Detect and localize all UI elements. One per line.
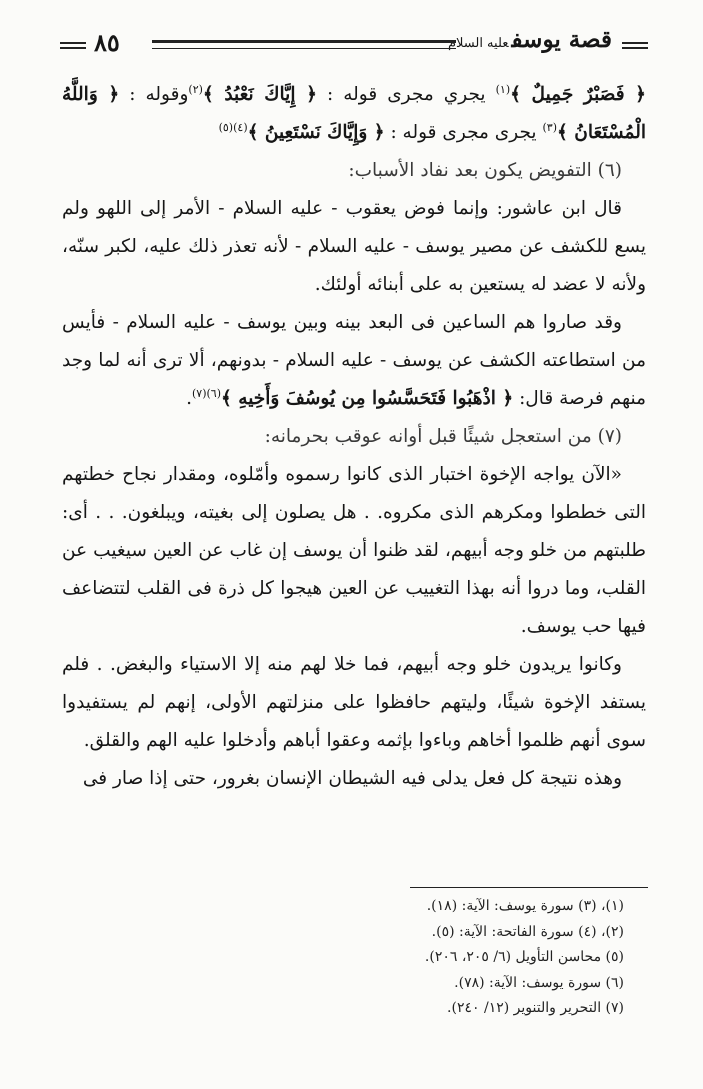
quran-quote: ﴿ وَإِيَّاكَ نَسْتَعِينُ ﴾ (247, 122, 385, 143)
footnote-item: (٢)، (٤) سورة الفاتحة: الآية: (٥). (431, 923, 624, 940)
paragraph-text: وقد صاروا هم الساعين فى البعد بينه وبين يوسف - عليه السلام - فأيس من استطاعته الكشف عن يوسف - عليه السلام - بدونهم، ألا ترى أنه لما وجد منهم فرصة قال: (62, 312, 646, 409)
footnote-ref: (٢) (188, 82, 203, 96)
header-rule (152, 40, 456, 49)
quran-quote: ﴿ اذْهَبُوا فَتَحَسَّسُوا مِن يُوسُفَ وَأَخِيهِ ﴾ (221, 388, 514, 409)
running-header (60, 26, 648, 70)
footnote-item: (٥) محاسن التأويل (٦/ ٢٠٥، ٢٠٦). (424, 949, 624, 965)
paragraph-5: وكانوا يريدون خلو وجه أبيهم، فما خلا لهم منه إلا الاستياء والبغض. . فلم يستفد الإخوة شيئًا، وليتهم حافظوا على منزلتهم الأولى، إنهم لم يستفيدوا سوى أنهم ظلموا أخاهم وباءوا بإثمه وعقوا أباهم وأدخلوا عليه الهم والقلق. (62, 654, 646, 751)
quran-quote: ﴿ فَصَبْرٌ جَمِيلٌ ﴾ (510, 84, 646, 105)
footnote-ref: (٣) (542, 120, 557, 134)
paragraph-2: قال ابن عاشور: وإنما فوض يعقوب - عليه السلام - الأمر إلى اللهو ولم يسع للكشف عن مصير يوسف - عليه السلام - لأنه تعذر ذلك عليه، لكبر سنّه، ولأنه لا عضد له يستعين به على أبنائه أولئك. (62, 198, 646, 295)
section-heading-6: (٦) التفويض يكون بعد نفاد الأسباب: (348, 160, 622, 181)
page-body (62, 76, 646, 798)
footnote-ref: (١) (495, 82, 511, 96)
footnote-divider (410, 887, 648, 888)
paragraph-3: وقد صاروا هم الساعين فى البعد بينه وبين يوسف - عليه السلام - فأيس من استطاعته الكشف عن يوسف - عليه السلام - بدونهم، ألا ترى أنه لما وجد منهم فرصة قال: ﴿ اذْهَبُوا فَتَحَسَّسُوا مِن يُوسُفَ وَأَخِيهِ ﴾$^{(٦)(٧)}$. (62, 312, 646, 409)
running-title-text: قصة يوسف (511, 26, 612, 53)
footnote-item: (١)، (٣) سورة يوسف: الآية: (١٨). (426, 898, 624, 914)
running-title (448, 26, 612, 53)
quran-quote: ﴿ وَاللَّهُ الْمُسْتَعَانُ ﴾ (62, 84, 646, 143)
paragraph-4: «الآن يواجه الإخوة اختبار الذى كانوا رسموه وأمّلوه، ومقدار نجاح خطتهم التى خططوا ومكرهم الذى مكروه. . هل يصلون إلى بغيته، ويبلغون. . . أى: طلبتهم من خلو وجه أبيهم، لقد ظنوا أن يوسف إن غاب عن العين سيغيب عن القلب، وما دروا أنه بهذا التغييب عن العين هيجوا كل ذرة فى القلب لتتضاعف فيها حب يوسف. (62, 464, 646, 637)
honorific-text: عليه السلام (447, 36, 509, 51)
paragraph-text: يجري مجرى قوله : (326, 84, 486, 105)
footnote-item: (٦) سورة يوسف: الآية: (٧٨). (454, 974, 624, 991)
paragraph-6: وهذه نتيجة كل فعل يدلى فيه الشيطان الإنسان بغرور، حتى إذا صار فى (82, 768, 622, 789)
footnote-item: (٧) التحرير والتنوير (١٢/ ٢٤٠). (447, 1000, 624, 1016)
header-ornament-left (60, 42, 86, 49)
footnote-ref: (٦)(٧) (191, 386, 221, 400)
paragraph-text: يجرى مجرى قوله : (390, 122, 537, 143)
footnotes (62, 894, 646, 1022)
footnote-ref: (٤)(٥) (218, 120, 248, 134)
paragraph-1 (62, 76, 646, 152)
section-heading-7: (٧) من استعجل شيئًا قبل أوانه عوقب بحرمانه: (264, 426, 622, 447)
quran-quote: ﴿ إِيَّاكَ نَعْبُدُ ﴾ (202, 84, 317, 105)
page-number: ٨٥ (94, 28, 120, 57)
paragraph-text: وقوله : (129, 84, 189, 105)
header-ornament-right (622, 42, 648, 49)
